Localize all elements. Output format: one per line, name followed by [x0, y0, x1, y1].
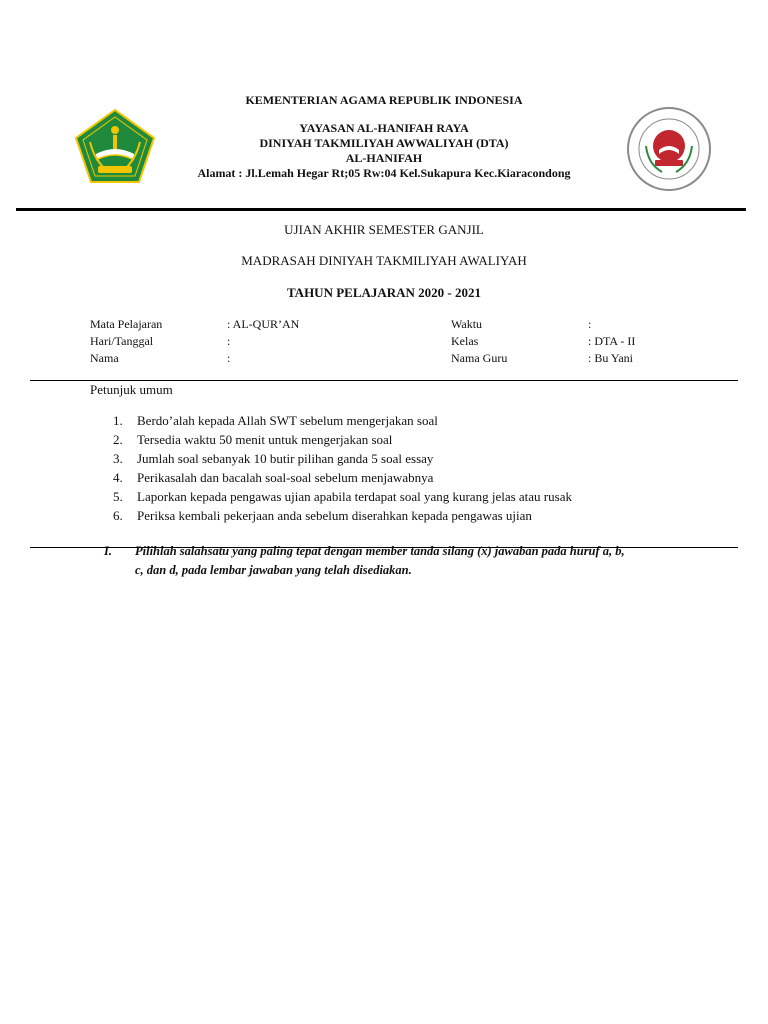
header-foundation: YAYASAN AL-HANIFAH RAYA	[299, 121, 469, 135]
instruction-item	[113, 413, 438, 429]
instruction-text: Berdo’alah kepada Allah SWT sebelum mengerjakan soal	[137, 413, 438, 428]
instruction-number: 3.	[113, 451, 123, 466]
header-school: DINIYAH TAKMILIYAH AWWALIYAH (DTA)	[259, 136, 509, 150]
teacher-label: Nama Guru	[451, 351, 508, 365]
instruction-item	[113, 489, 572, 505]
instruction-item	[113, 432, 392, 448]
section-number: I.	[104, 544, 112, 558]
instructions-heading: Petunjuk umum	[90, 382, 173, 397]
name-value: :	[227, 351, 231, 365]
instruction-number: 4.	[113, 470, 123, 485]
subject-value: : AL-QUR’AN	[227, 317, 300, 331]
time-value: :	[588, 317, 592, 331]
instruction-text: Perikasalah dan bacalah soal-soal sebelum menjawabnya	[137, 470, 434, 485]
instruction-text: Laporkan kepada pengawas ujian apabila terdapat soal yang kurang jelas atau rusak	[137, 489, 572, 504]
year-title: TAHUN PELAJARAN 2020 - 2021	[286, 285, 482, 300]
instruction-item	[113, 451, 433, 467]
instruction-text: Periksa kembali pekerjaan anda sebelum diserahkan kepada pengawas ujian	[137, 508, 532, 523]
class-value: : DTA - II	[588, 334, 636, 348]
instruction-text: Tersedia waktu 50 menit untuk mengerjakan soal	[137, 432, 393, 447]
header-address: Alamat : Jl.Lemah Hegar Rt;05 Rw:04 Kel.Sukapura Kec.Kiaracondong	[197, 166, 571, 180]
instruction-number: 5.	[113, 489, 123, 504]
madrasah-title: MADRASAH DINIYAH TAKMILIYAH AWALIYAH	[241, 253, 527, 268]
header-ministry: KEMENTERIAN AGAMA REPUBLIK INDONESIA	[245, 93, 523, 107]
section-instruction-line2: c, dan d, pada lembar jawaban yang telah disediakan.	[135, 563, 412, 577]
header-divider	[16, 208, 746, 211]
instruction-item	[113, 470, 433, 486]
header-name: AL-HANIFAH	[345, 151, 423, 165]
section-instruction-line1: Pilihlah salahsatu yang paling tepat dengan member tanda silang (x) jawaban pada huruf a, b,	[135, 544, 625, 558]
instruction-text: Jumlah soal sebanyak 10 butir pilihan ganda 5 soal essay	[137, 451, 434, 466]
teacher-value: : Bu Yani	[588, 351, 634, 365]
info-divider	[30, 380, 738, 381]
name-label: Nama	[90, 351, 119, 365]
class-label: Kelas	[451, 334, 479, 348]
instruction-item	[113, 508, 532, 524]
instruction-number: 2.	[113, 432, 123, 447]
instruction-number: 6.	[113, 508, 123, 523]
exam-title: UJIAN AKHIR SEMESTER GANJIL	[284, 222, 484, 237]
date-value: :	[227, 334, 231, 348]
subject-label: Mata Pelajaran	[90, 317, 163, 331]
instruction-number: 1.	[113, 413, 123, 428]
date-label: Hari/Tanggal	[90, 334, 154, 348]
time-label: Waktu	[451, 317, 483, 331]
